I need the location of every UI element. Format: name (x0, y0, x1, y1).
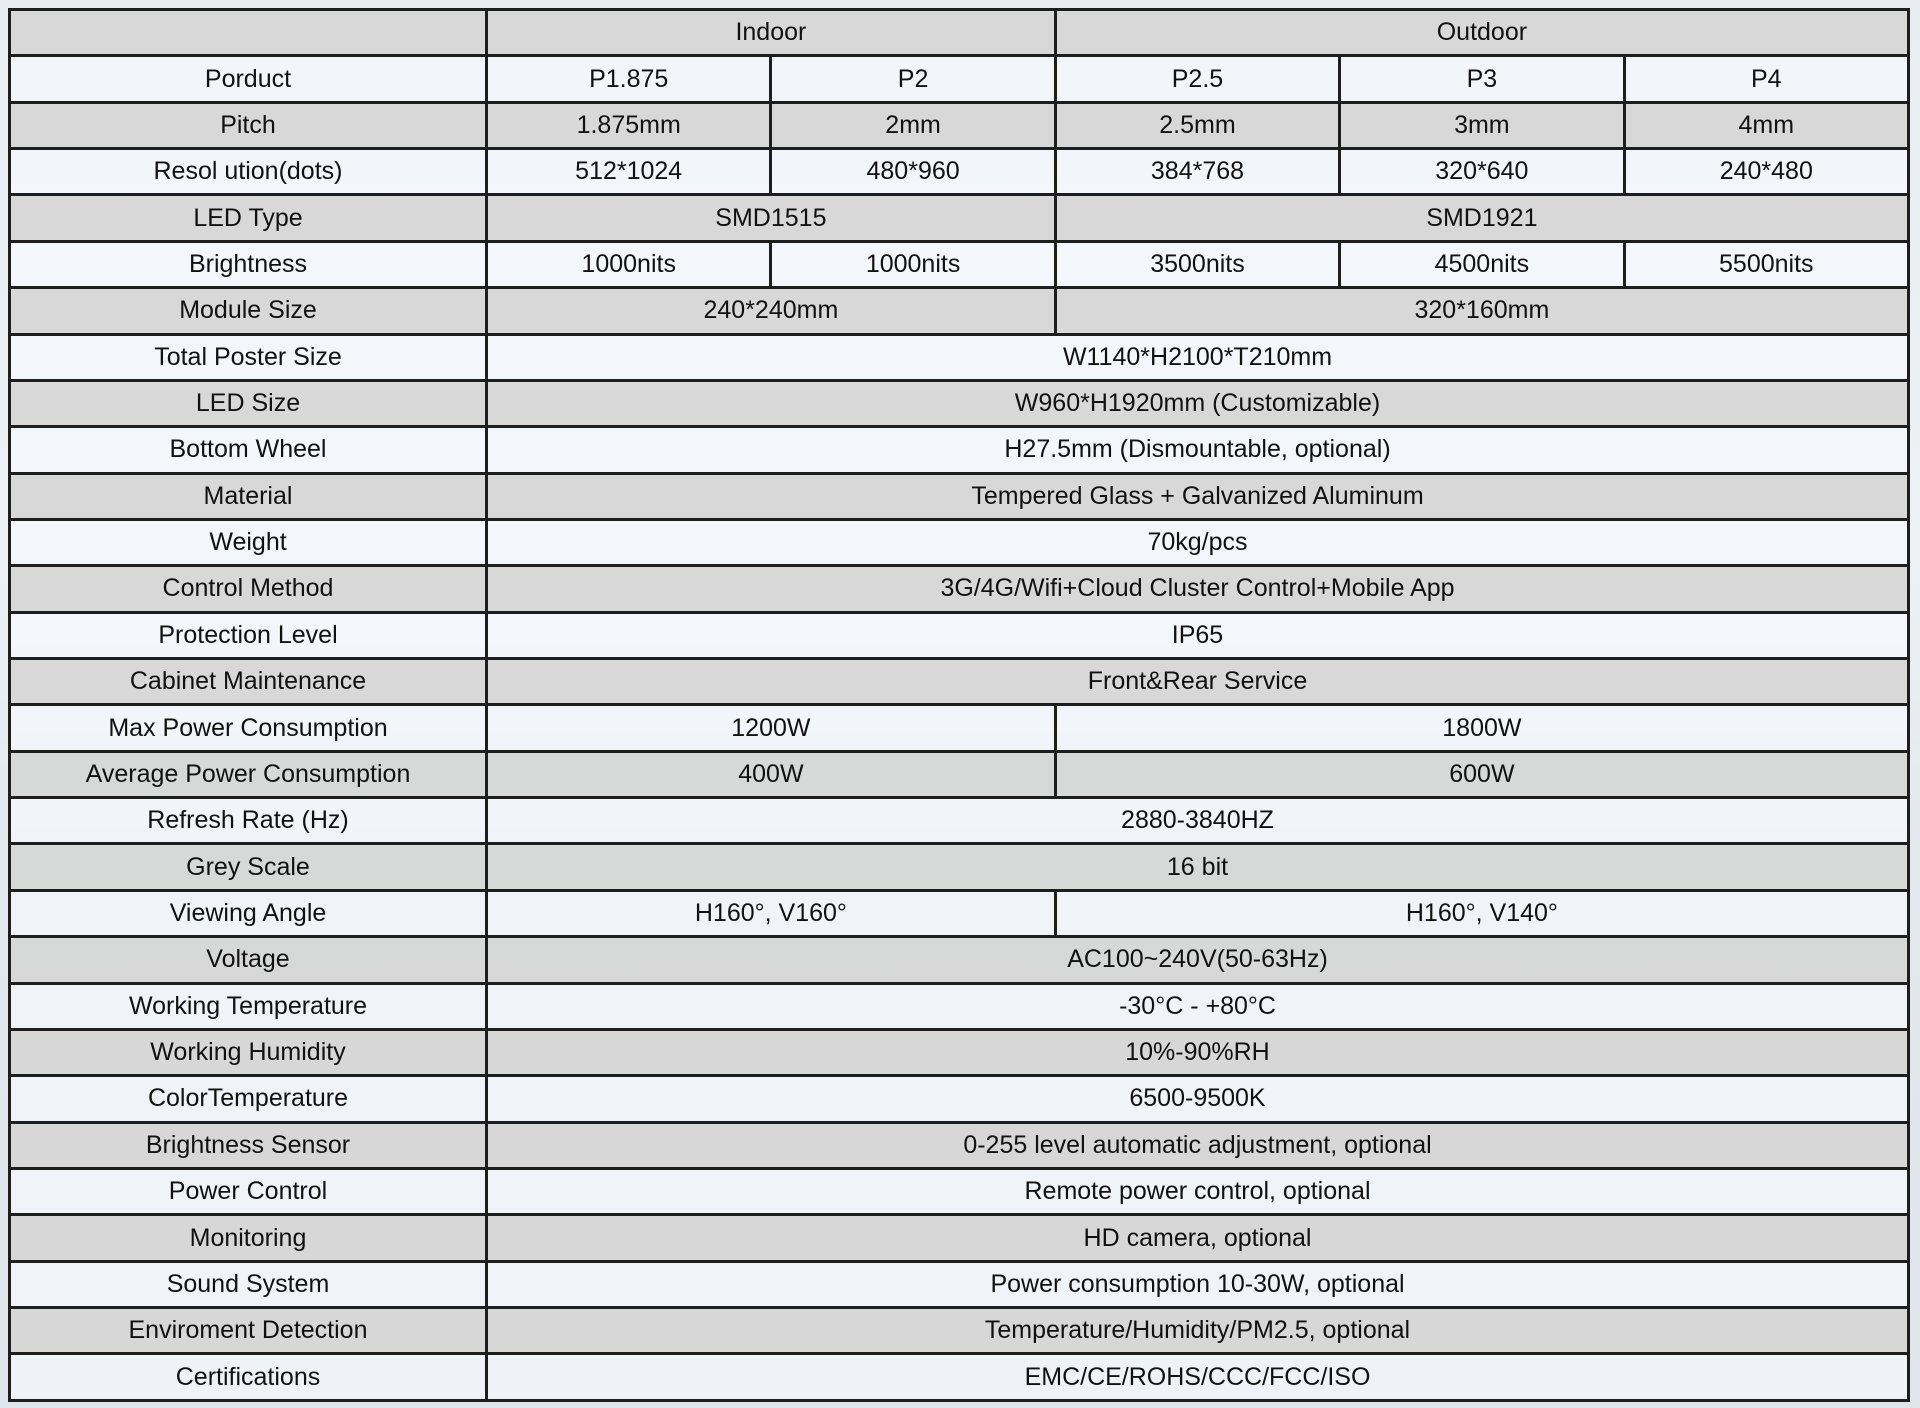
spec-row-value: 4mm (1624, 102, 1908, 148)
spec-row-value: Tempered Glass + Galvanized Aluminum (487, 473, 1909, 519)
spec-row-value: P1.875 (487, 56, 771, 102)
spec-row-value: 1000nits (487, 241, 771, 287)
spec-table-body (10, 10, 1909, 1401)
spec-row (10, 751, 1909, 797)
spec-row-label: Bottom Wheel (10, 427, 487, 473)
spec-row-value: 70kg/pcs (487, 519, 1909, 565)
spec-row-value: 480*960 (771, 149, 1055, 195)
spec-row-label: Grey Scale (10, 844, 487, 890)
spec-row-label: Total Poster Size (10, 334, 487, 380)
header-corner-cell (10, 10, 487, 56)
spec-row-label: Module Size (10, 288, 487, 334)
spec-row (10, 56, 1909, 102)
spec-row-label: Material (10, 473, 487, 519)
spec-row (10, 1122, 1909, 1168)
spec-row-value: P3 (1340, 56, 1624, 102)
spec-row (10, 334, 1909, 380)
spec-row-value: 3mm (1340, 102, 1624, 148)
spec-row-value: HD camera, optional (487, 1215, 1909, 1261)
spec-row-label: Weight (10, 519, 487, 565)
spec-row-label: Pitch (10, 102, 487, 148)
spec-row (10, 1215, 1909, 1261)
spec-row (10, 1076, 1909, 1122)
spec-row-value: 600W (1055, 751, 1908, 797)
spec-row (10, 566, 1909, 612)
spec-row-value: IP65 (487, 612, 1909, 658)
spec-row (10, 427, 1909, 473)
spec-row (10, 659, 1909, 705)
spec-row-value: 240*240mm (487, 288, 1056, 334)
spec-row (10, 937, 1909, 983)
spec-row (10, 195, 1909, 241)
spec-row-label: ColorTemperature (10, 1076, 487, 1122)
spec-row-value: Front&Rear Service (487, 659, 1909, 705)
spec-row-label: Cabinet Maintenance (10, 659, 487, 705)
spec-row-value: P2.5 (1055, 56, 1339, 102)
spec-row (10, 473, 1909, 519)
spec-row-value: 240*480 (1624, 149, 1908, 195)
spec-row-label: Certifications (10, 1354, 487, 1401)
spec-row-value: 384*768 (1055, 149, 1339, 195)
spec-row-value: 320*640 (1340, 149, 1624, 195)
spec-row-label: Working Humidity (10, 1029, 487, 1075)
spec-row (10, 380, 1909, 426)
spec-row (10, 149, 1909, 195)
spec-row (10, 1261, 1909, 1307)
spec-row-value: H160°, V160° (487, 890, 1056, 936)
spec-row (10, 1354, 1909, 1401)
spec-row-value: H27.5mm (Dismountable, optional) (487, 427, 1909, 473)
spec-row-value: 0-255 level automatic adjustment, optional (487, 1122, 1909, 1168)
spec-row-label: Protection Level (10, 612, 487, 658)
spec-row (10, 705, 1909, 751)
spec-row-value: H160°, V140° (1055, 890, 1908, 936)
spec-row-value: -30°C - +80°C (487, 983, 1909, 1029)
spec-row-value: 1800W (1055, 705, 1908, 751)
spec-row-value: EMC/CE/ROHS/CCC/FCC/ISO (487, 1354, 1909, 1401)
spec-row-value: 4500nits (1340, 241, 1624, 287)
spec-row-value: 6500-9500K (487, 1076, 1909, 1122)
spec-row-label: Max Power Consumption (10, 705, 487, 751)
spec-row-value: 5500nits (1624, 241, 1908, 287)
spec-row-label: Power Control (10, 1168, 487, 1214)
spec-row-value: 1200W (487, 705, 1056, 751)
spec-row (10, 983, 1909, 1029)
spec-row (10, 102, 1909, 148)
spec-row-value: 2mm (771, 102, 1055, 148)
spec-table (8, 8, 1910, 1402)
header-row (10, 10, 1909, 56)
spec-row (10, 1029, 1909, 1075)
spec-row (10, 844, 1909, 890)
spec-row-value: 1000nits (771, 241, 1055, 287)
spec-row-value: SMD1921 (1055, 195, 1908, 241)
spec-row-value: 16 bit (487, 844, 1909, 890)
spec-row-label: Enviroment Detection (10, 1308, 487, 1354)
spec-row-label: Monitoring (10, 1215, 487, 1261)
spec-row-value: SMD1515 (487, 195, 1056, 241)
spec-row-value: AC100~240V(50-63Hz) (487, 937, 1909, 983)
spec-row-label: LED Size (10, 380, 487, 426)
spec-row-value: 3500nits (1055, 241, 1339, 287)
spec-row-value: 10%-90%RH (487, 1029, 1909, 1075)
spec-row-label: Resol ution(dots) (10, 149, 487, 195)
spec-row-value: Remote power control, optional (487, 1168, 1909, 1214)
spec-row (10, 288, 1909, 334)
spec-row-label: Working Temperature (10, 983, 487, 1029)
spec-row-value: P4 (1624, 56, 1908, 102)
spec-row-value: W1140*H2100*T210mm (487, 334, 1909, 380)
spec-row (10, 519, 1909, 565)
spec-row (10, 241, 1909, 287)
spec-row (10, 612, 1909, 658)
spec-row (10, 890, 1909, 936)
spec-row (10, 798, 1909, 844)
spec-row (10, 1168, 1909, 1214)
header-group-indoor: Indoor (487, 10, 1056, 56)
spec-row-value: 1.875mm (487, 102, 771, 148)
spec-row-value: 3G/4G/Wifi+Cloud Cluster Control+Mobile App (487, 566, 1909, 612)
spec-row-label: Voltage (10, 937, 487, 983)
spec-row-label: Porduct (10, 56, 487, 102)
spec-row-value: 2.5mm (1055, 102, 1339, 148)
spec-row-label: Viewing Angle (10, 890, 487, 936)
spec-row-label: Brightness Sensor (10, 1122, 487, 1168)
spec-row-label: Sound System (10, 1261, 487, 1307)
spec-sheet (8, 8, 1910, 1402)
spec-row-value: Temperature/Humidity/PM2.5, optional (487, 1308, 1909, 1354)
spec-row-label: Average Power Consumption (10, 751, 487, 797)
spec-row-label: Control Method (10, 566, 487, 612)
spec-row-value: P2 (771, 56, 1055, 102)
spec-row-label: LED Type (10, 195, 487, 241)
spec-row-value: 400W (487, 751, 1056, 797)
header-group-outdoor: Outdoor (1055, 10, 1908, 56)
spec-row-value: W960*H1920mm (Customizable) (487, 380, 1909, 426)
spec-row-label: Brightness (10, 241, 487, 287)
spec-row-value: Power consumption 10-30W, optional (487, 1261, 1909, 1307)
spec-row-label: Refresh Rate (Hz) (10, 798, 487, 844)
spec-row-value: 2880-3840HZ (487, 798, 1909, 844)
spec-row (10, 1308, 1909, 1354)
spec-row-value: 512*1024 (487, 149, 771, 195)
spec-row-value: 320*160mm (1055, 288, 1908, 334)
